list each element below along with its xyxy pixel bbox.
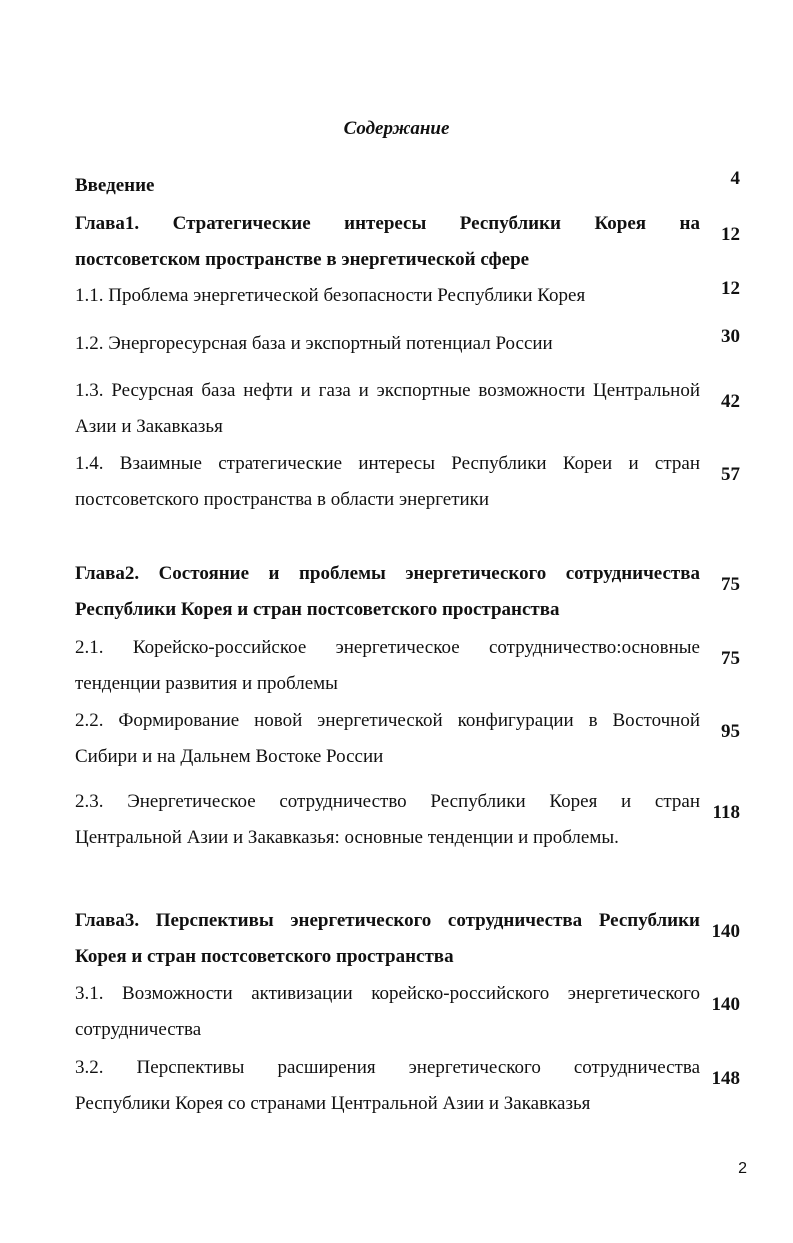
toc-entry-text: 2.2. Формирование новой энергетической конфигурации в Восточной xyxy=(75,710,700,731)
toc-page-number: 148 xyxy=(711,1068,740,1089)
page-number: 2 xyxy=(738,1160,747,1177)
toc-entry-text: тенденции развития и проблемы xyxy=(75,673,338,694)
toc-page-number: 30 xyxy=(721,326,740,347)
toc-page-number: 140 xyxy=(711,994,740,1015)
toc-entry-section-1-3 xyxy=(75,373,740,445)
toc-entry-chapter-3 xyxy=(75,903,740,975)
toc-entry-introduction xyxy=(75,168,740,204)
toc-entry-text: 1.3. Ресурсная база нефти и газа и экспортные возможности Центральной xyxy=(75,380,700,401)
toc-entry-text: 3.2. Перспективы расширения энергетического сотрудничества xyxy=(75,1057,700,1078)
toc-entry-text: постсоветского пространства в области энергетики xyxy=(75,489,490,510)
toc-entry-section-1-4 xyxy=(75,446,740,518)
toc-entry-section-2-1 xyxy=(75,630,740,702)
toc-entry-text: Корея и стран постсоветского пространства xyxy=(75,946,454,967)
toc-page-number: 42 xyxy=(721,391,740,412)
toc-entry-text: 3.1. Возможности активизации корейско-российского энергетического xyxy=(75,983,700,1004)
toc-entry-text: Центральной Азии и Закавказья: основные тенденции и проблемы. xyxy=(75,827,619,848)
toc-entry-text: 1.2. Энергоресурсная база и экспортный потенциал России xyxy=(75,333,553,354)
toc-page-number: 75 xyxy=(721,574,740,595)
toc-page-number: 95 xyxy=(721,721,740,742)
toc-entry-section-2-3 xyxy=(75,784,740,856)
toc-entry-chapter-2 xyxy=(75,556,740,628)
toc-entry-text: 2.1. Корейско-российское энергетическое сотрудничество:основные xyxy=(75,637,700,658)
toc-entry-text: 1.1. Проблема энергетической безопасности Республики Корея xyxy=(75,285,586,306)
toc-entry-text: Республики Корея и стран постсоветского пространства xyxy=(75,599,560,620)
toc-page-number: 12 xyxy=(721,278,740,299)
toc-entry-section-2-2 xyxy=(75,703,740,775)
toc-entry-text: 1.4. Взаимные стратегические интересы Республики Кореи и стран xyxy=(75,453,700,474)
toc-page-number: 4 xyxy=(730,168,740,189)
toc-entry-text: постсоветском пространстве в энергетической сфере xyxy=(75,249,530,270)
toc-entry-section-1-2 xyxy=(75,326,740,362)
toc-entry-text: Глава3. Перспективы энергетического сотрудничества Республики xyxy=(75,910,700,931)
toc-entry-text: Республики Корея со странами Центральной Азии и Закавказья xyxy=(75,1093,591,1114)
toc-entry-text: Азии и Закавказья xyxy=(75,416,223,437)
contents-title: Содержание xyxy=(343,118,450,139)
toc-page-number: 12 xyxy=(721,224,740,245)
toc-page-number: 57 xyxy=(721,464,740,485)
toc-entry-text: 2.3. Энергетическое сотрудничество Республики Корея и стран xyxy=(75,791,700,812)
toc-entry-text: сотрудничества xyxy=(75,1019,202,1040)
toc-entry-section-3-2 xyxy=(75,1050,740,1122)
toc-entry-text: Сибири и на Дальнем Востоке России xyxy=(75,746,384,767)
toc-entry-text: Введение xyxy=(75,175,155,196)
toc-entry-chapter-1 xyxy=(75,206,740,278)
toc-entry-section-1-1 xyxy=(75,278,740,314)
toc-entry-text: Глава1. Стратегические интересы Республики Корея на xyxy=(75,213,700,234)
toc-page-number: 118 xyxy=(712,802,740,823)
toc-entry-text: Глава2. Состояние и проблемы энергетического сотрудничества xyxy=(75,563,700,584)
toc-page-number: 75 xyxy=(721,648,740,669)
toc-entry-section-3-1 xyxy=(75,976,740,1048)
toc-page-number: 140 xyxy=(711,921,740,942)
